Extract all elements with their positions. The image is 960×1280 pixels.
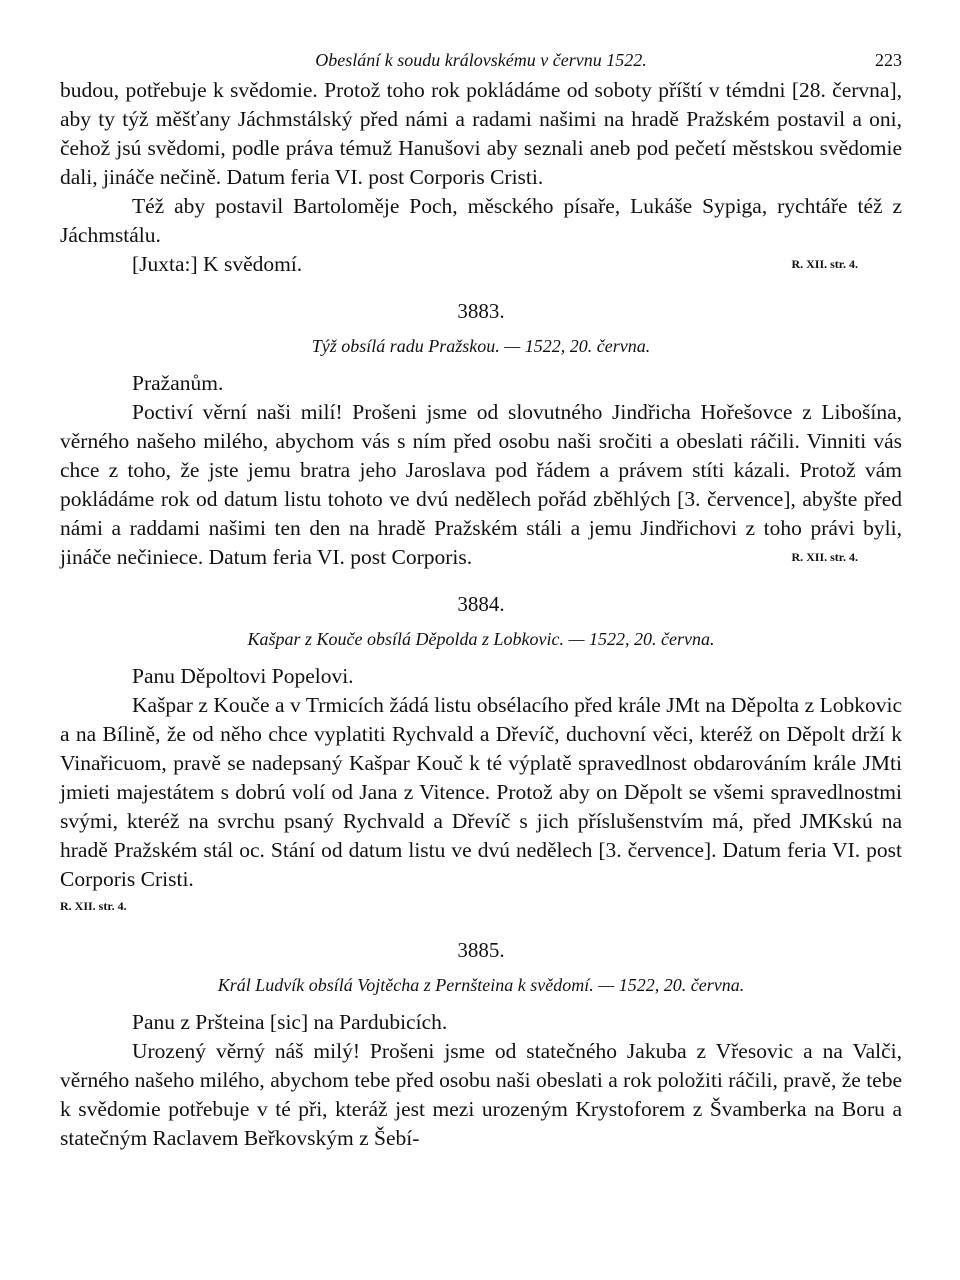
entry-address: Panu Děpoltovi Popelovi.	[132, 664, 354, 688]
entry-number: 3884.	[457, 592, 505, 616]
juxta-text: [Juxta:] K svědomí.	[132, 252, 303, 276]
entry-body: Urozený věrný náš milý! Prošeni jsme od statečného Jakuba z Vřesovic a na Valči, věrného našeho milého, abychom tebe před osobu naši obeslati a rok položiti ráčili, pravě, že tebe k svědomie potřebuje v té při, kteráž jest mezi urozeným Krystoforem z Švamberka na Boru a statečným Raclavem Beřkovským z Šebí-	[60, 1039, 902, 1150]
entry-body	[60, 398, 902, 572]
running-title: Obeslání k soudu královskému v červnu 1522.	[315, 50, 647, 70]
register-reference: R. XII. str. 4.	[60, 899, 127, 913]
entry-body: Kašpar z Kouče a v Trmicích žádá listu obsélacího před krále JMt na Děpolta z Lobkovic a na Bílině, že od něho chce vyplatiti Rychvald a Dřevíč, duchovní věci, kteréž on Děpolt drží k Vinařicuom, pravě se nadepsaný Kašpar Kouč k té výplatě spravedlnost obdarováním krále JMti jmieti majestátem s dobrú volí od Jana z Vitence. Protož aby on Děpolt se všemi spravedlnostmi svými, kteréž na svrchu psaný Rychvald a Dřevíč s jich příslušenstvím má, před JMKskú na hradě Pražském stál oc. Stání od datum listu ve dvú nedělech [3. července]. Datum feria VI. post Corporis Cristi.	[60, 693, 902, 891]
entry-regest: Král Ludvík obsílá Vojtěcha z Pernšteina k svědomí. — 1522, 20. června.	[217, 975, 745, 995]
running-header	[60, 38, 902, 76]
page-number: 223	[875, 50, 902, 70]
entry-address: Panu z Pršteina [sic] na Pardubicích.	[132, 1010, 448, 1034]
entry-regest: Týž obsílá radu Pražskou. — 1522, 20. června.	[311, 336, 651, 356]
entry-number: 3883.	[457, 299, 505, 323]
entry-regest: Kašpar z Kouče obsílá Děpolda z Lobkovic. — 1522, 20. června.	[247, 629, 715, 649]
entry-address: Pražanům.	[132, 371, 224, 395]
entry-body-text: Poctiví věrní naši milí! Prošeni jsme od slovutného Jindřicha Hořešovce z Libošína, věrného našeho milého, abychom vás s ním před osobu naši sročiti a obeslati ráčili. Vinniti vás chce z toho, že jste jemu bratra jeho Jaroslava pod řádem a právem stíti kázali. Protož vám pokládáme rok od datum listu tohoto ve dvú nedělech pořád zběhlých [3. července], abyšte před námi a raddami našimi ten den na hradě Pražském stáli a jemu Jindřichovi z toho právi byli, jináče nečiniece. Datum feria VI. post Corporis.	[60, 400, 902, 569]
document-page	[60, 38, 902, 1153]
register-reference: R. XII. str. 4.	[791, 550, 858, 564]
register-reference: R. XII. str. 4.	[791, 257, 858, 271]
entry-number: 3885.	[457, 938, 505, 962]
continuation-paragraph: budou, potřebuje k svědomie. Protož toho rok pokládáme od soboty příští v témdni [28. června], aby ty týž měšťany Jáchmstálský před námi a radami našimi na hradě Pražském postavil a oni, čehož jsú svědomi, podle práva témuž Hanušovi aby seznali aneb pod pečetí městskou svědomie dali, jináče nečině. Datum feria VI. post Corporis Cristi.	[60, 78, 902, 189]
addendum-paragraph: Též aby postavil Bartoloměje Poch, měsckého písaře, Lukáše Sypiga, rychtáře též z Jáchmstálu.	[60, 194, 902, 247]
juxta-paragraph	[60, 250, 902, 279]
